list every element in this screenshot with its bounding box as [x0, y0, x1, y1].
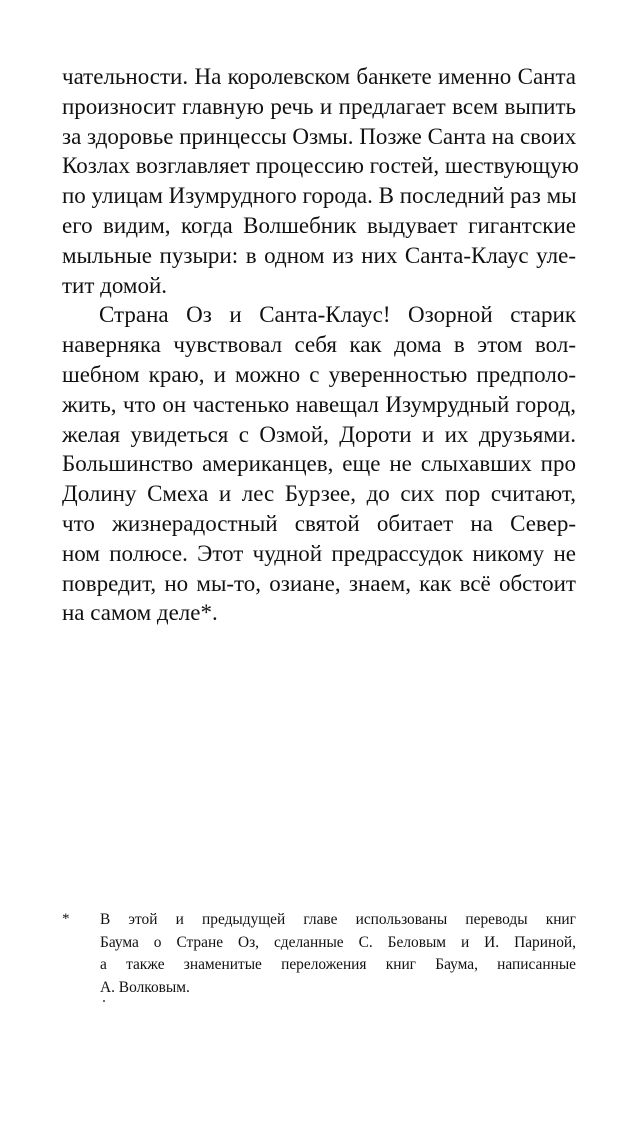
text-line: по улицам Изумрудного города. В последний раз мы: [62, 183, 577, 209]
text-line: ном полюсе. Этот чудной предрассудок никому не: [62, 540, 576, 566]
footnote-line: В этой и предыдущей главе использованы переводы книг: [100, 911, 576, 928]
text-line: произносит главную речь и предлагает всем выпить: [62, 93, 576, 119]
footnote-text: [100, 909, 576, 999]
print-speck: [103, 1000, 105, 1002]
text-line: желая увидеться с Озмой, Дороти и их друзьями.: [62, 421, 576, 447]
footnote-line: А. Волковым.: [100, 978, 190, 996]
text-line: жить, что он частенько навещал Изумрудный город,: [62, 391, 576, 417]
text-line: Козлах возглавляет процессию гостей, шествующую: [62, 153, 579, 179]
text-line: Долину Смеха и лес Бурзее, до сих пор считают,: [62, 481, 576, 507]
text-line: мыльные пузыри: в одном из них Санта-Клаус уле-: [62, 242, 576, 268]
text-line: Большинство американцев, еще не слыхавших про: [62, 451, 576, 477]
text-line: наверняка чувствовал себя как дома в этом вол-: [62, 332, 576, 358]
text-line: чательности. На королевском банкете именно Санта: [62, 64, 576, 89]
text-line: повредит, но мы-то, озиане, знаем, как всё обстоит: [62, 570, 576, 596]
text-line: его видим, когда Волшебник выдувает гигантские: [62, 212, 576, 238]
text-line: что жизнерадостный святой обитает на Север-: [62, 510, 576, 536]
footnote-marker: *: [62, 911, 70, 927]
footnote-line: Баума о Стране Оз, сделанные С. Беловым и И. Париной,: [100, 933, 576, 951]
paragraph-start-line: Страна Оз и Санта-Клаус! Озорной старик: [99, 302, 576, 328]
main-text: [62, 62, 579, 628]
text-line: за здоровье принцессы Озмы. Позже Санта на своих: [62, 123, 577, 149]
footnote-line: а также знаменитые переложения книг Баума, написанные: [100, 956, 576, 973]
text-line: шебном краю, и можно с уверенностью предполо-: [62, 361, 576, 387]
text-line: на самом деле*.: [62, 600, 218, 626]
text-line: тит домой.: [62, 272, 168, 298]
